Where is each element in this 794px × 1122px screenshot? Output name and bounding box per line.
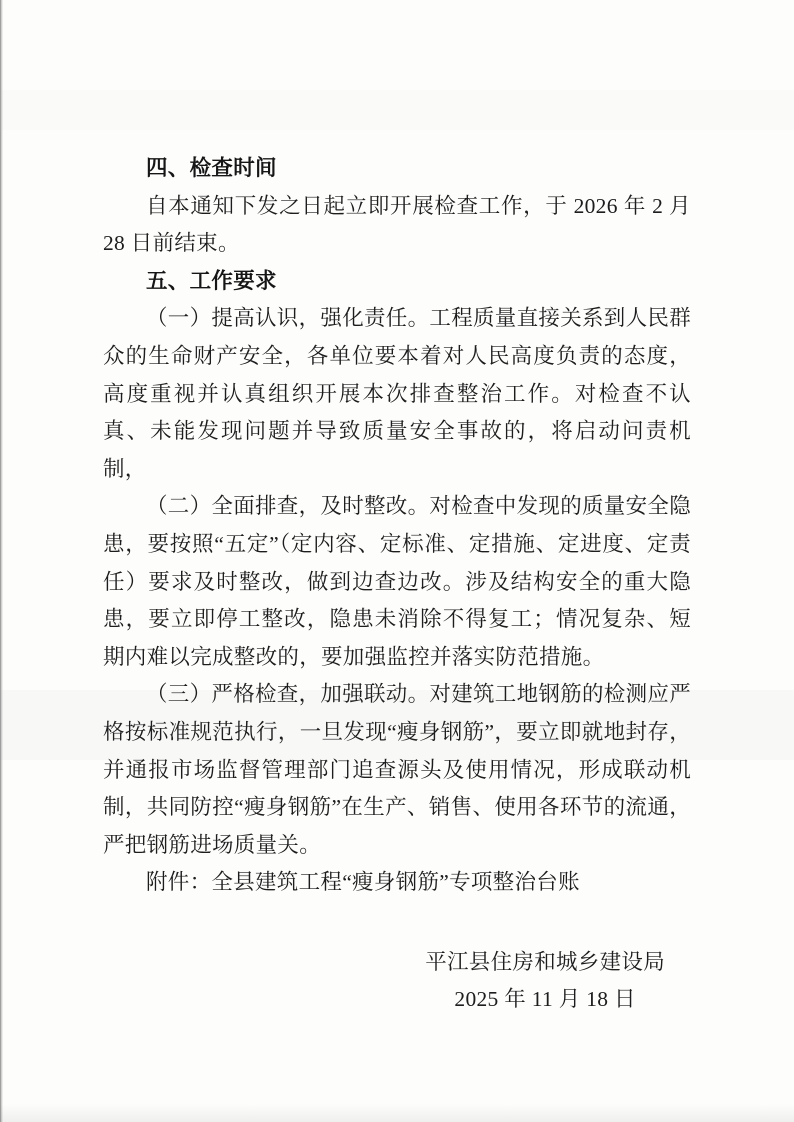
issuer-name: 平江县住房和城乡建设局 [425, 949, 665, 974]
attachment-line: 附件：全县建筑工程“瘦身钢筋”专项整治台账 [146, 870, 580, 895]
signature-block [103, 944, 691, 1019]
scan-shading-band [0, 90, 794, 130]
paragraph-requirement-3: （三）严格检查，加强联动。对建筑工地钢筋的检测应严格按标准规范执行，一旦发现“瘦身钢筋”，要立即就地封存，并通报市场监督管理部门追查源头及使用情况，形成联动机制，共同防控“瘦身钢筋”在生产、销售、使用各环节的流通，严把钢筋进场质量关。 [103, 682, 692, 857]
section-heading-work-requirements: 五、工作要求 [146, 268, 277, 293]
scan-bottom-edge-artifact [0, 1104, 794, 1122]
section-heading-inspection-time: 四、检查时间 [146, 156, 277, 180]
issue-date: 2025 年 11 月 18 日 [454, 987, 636, 1012]
paragraph-requirement-1: （一）提高认识，强化责任。工程质量直接关系到人民群众的生命财产安全，各单位要本着对人民高度负责的态度，高度重视并认真组织开展本次排查整治工作。对检查不认真、未能发现问题并导致质量安全事故的，将启动问责机制， [103, 306, 692, 481]
scan-left-edge-artifact [0, 0, 3, 1122]
paragraph-requirement-2: （二）全面排查，及时整改。对检查中发现的质量安全隐患，要按照“五定”（定内容、定标准、定措施、定进度、定责任）要求及时整改，做到边查边改。涉及结构安全的重大隐患，要立即停工整改，隐患未消除不得复工；情况复杂、短期内难以完成整改的，要加强监控并落实防范措施。 [103, 494, 692, 669]
paragraph-inspection-time: 自本通知下发之日起立即开展检查工作，于 2026 年 2 月 28 日前结束。 [103, 193, 691, 256]
document-body [103, 150, 691, 1019]
